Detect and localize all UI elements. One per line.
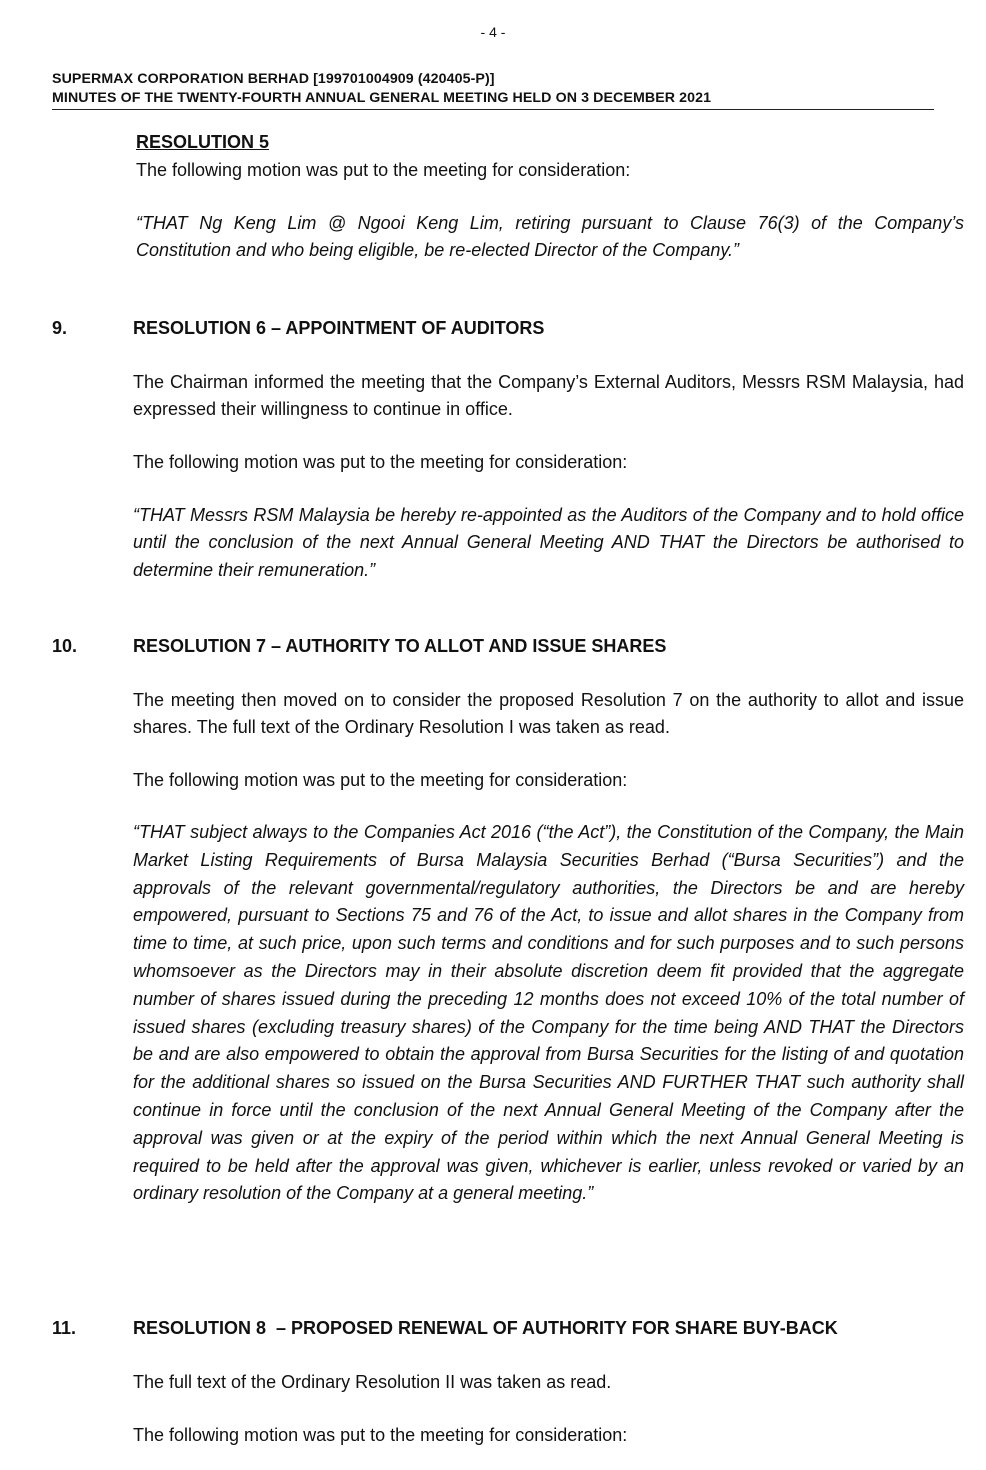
header-divider: [52, 109, 934, 110]
section-11-paragraph-1: The full text of the Ordinary Resolution II was taken as read.: [133, 1372, 612, 1392]
section-10-number: 10.: [52, 636, 78, 656]
section-9-number: 9.: [52, 318, 68, 338]
section-11-paragraph-2: The following motion was put to the meeting for consideration:: [133, 1425, 628, 1445]
section-10-paragraph-1: The meeting then moved on to consider the proposed Resolution 7 on the authority to allot and issue shares. The full text of the Ordinary Resolution I was taken as read.: [133, 690, 964, 738]
section-11-number: 11.: [52, 1318, 77, 1338]
header-company-line: SUPERMAX CORPORATION BERHAD [199701004909 (420405-P)]: [52, 71, 495, 87]
section-9-motion: “THAT Messrs RSM Malaysia be hereby re-appointed as the Auditors of the Company and to hold office until the conclusion of the next Annual General Meeting AND THAT the Directors be authorised to determine their remuneration.”: [133, 505, 964, 580]
document-header: [52, 70, 934, 108]
section-11-title: RESOLUTION 8 – PROPOSED RENEWAL OF AUTHORITY FOR SHARE BUY-BACK: [133, 1318, 838, 1338]
page-number: - 4 -: [480, 24, 506, 40]
resolution-5-heading: RESOLUTION 5: [136, 132, 270, 152]
section-10-motion: “THAT subject always to the Companies Act 2016 (“the Act”), the Constitution of the Company, the Main Market Listing Requirements of Bursa Malaysia Securities Berhad (“Bursa Securities”) and the approvals of the relevant governmental/regulatory authorities, the Directors be and are hereby empowered, pursuant to Sections 75 and 76 of the Act, to issue and allot shares in the Company from time to time, at such price, upon such terms and conditions and for such purposes and to such persons whomsoever as the Directors may in their absolute discretion deem fit provided that the aggregate number of shares issued during the preceding 12 months does not exceed 10% of the total number of issued shares (excluding treasury shares) of the Company for the time being AND THAT the Directors be and are also empowered to obtain the approval from Bursa Securities for the listing of and quotation for the additional shares so issued on the Bursa Securities AND FURTHER THAT such authority shall continue in force until the conclusion of the next Annual General Meeting of the Company after the approval was given or at the expiry of the period within which the next Annual General Meeting is required to be held after the approval was given, whichever is earlier, unless revoked or varied by an ordinary resolution of the Company at a general meeting.”: [133, 822, 964, 1204]
section-10-title: RESOLUTION 7 – AUTHORITY TO ALLOT AND ISSUE SHARES: [133, 636, 667, 656]
section-9-paragraph-1: The Chairman informed the meeting that the Company’s External Auditors, Messrs RSM Malaysia, had expressed their willingness to continue in office.: [133, 372, 964, 420]
header-minutes-line: MINUTES OF THE TWENTY-FOURTH ANNUAL GENERAL MEETING HELD ON 3 DECEMBER 2021: [52, 90, 712, 106]
section-10-paragraph-2: The following motion was put to the meeting for consideration:: [133, 770, 628, 790]
section-9-paragraph-2: The following motion was put to the meeting for consideration:: [133, 452, 628, 472]
section-9-title: RESOLUTION 6 – APPOINTMENT OF AUDITORS: [133, 318, 545, 338]
resolution-5-intro: The following motion was put to the meeting for consideration:: [136, 160, 631, 180]
resolution-5-motion: “THAT Ng Keng Lim @ Ngooi Keng Lim, retiring pursuant to Clause 76(3) of the Company’s Constitution and who being eligible, be re-elected Director of the Company.”: [136, 213, 964, 261]
